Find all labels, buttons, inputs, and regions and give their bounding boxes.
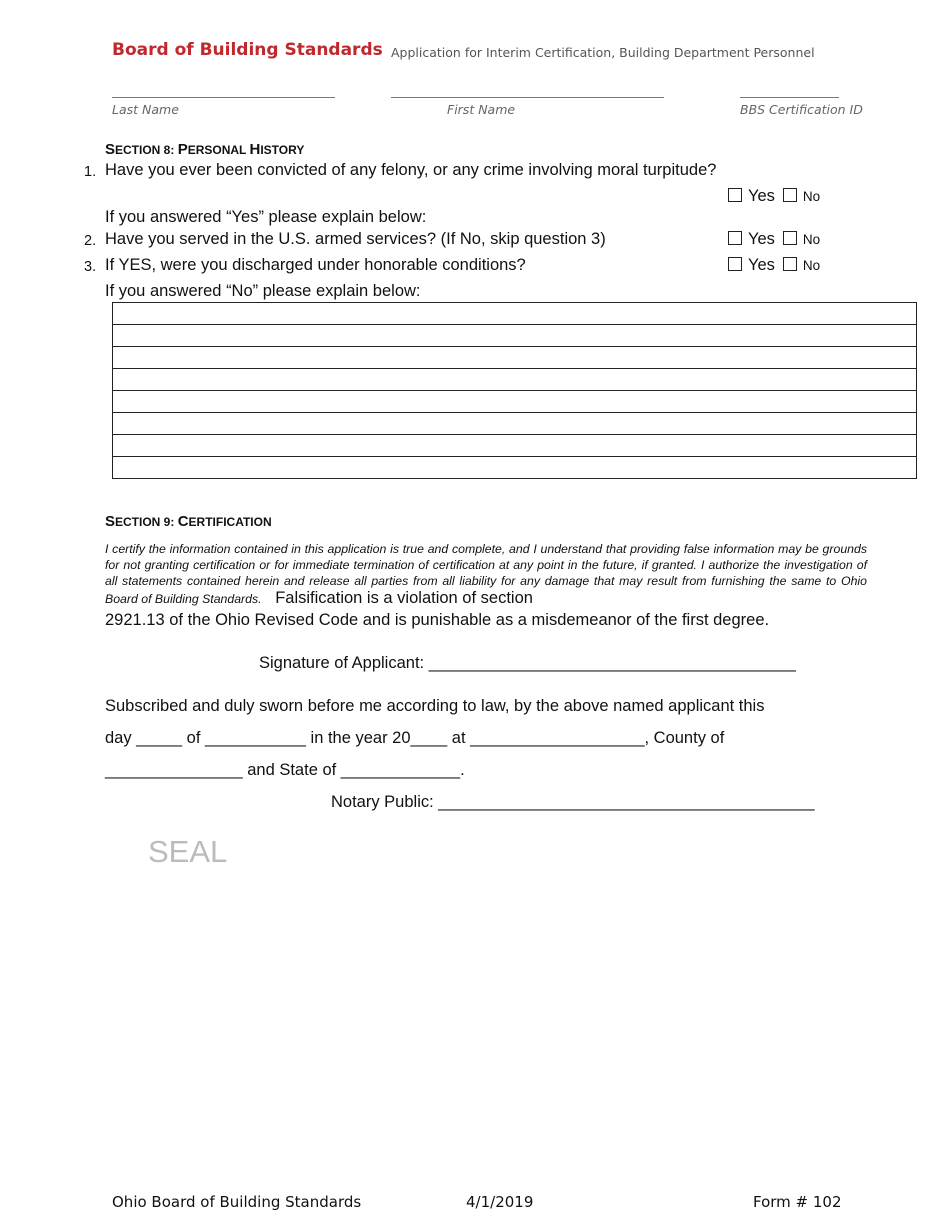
section-8-heading: SECTION 8: PERSONAL HISTORY: [105, 141, 305, 158]
no-label: No: [802, 232, 821, 247]
cert-id-label: BBS Certification ID: [740, 102, 863, 117]
sworn-statement-line-1: Subscribed and duly sworn before me according to law, by the above named applicant this: [105, 697, 765, 715]
falsification-statement: 2921.13 of the Ohio Revised Code and is punishable as a misdemeanor of the first degree.: [105, 611, 770, 629]
footer-form-number: Form # 102: [753, 1193, 842, 1211]
sworn-statement-line-2[interactable]: day _____ of ___________ in the year 20____ at ___________________, County of: [105, 729, 725, 747]
yes-label: Yes: [748, 256, 775, 274]
question-3-number: 3.: [84, 259, 97, 275]
last-name-label: Last Name: [112, 102, 179, 117]
board-name: Board of Building Standards: [112, 40, 383, 60]
question-1-yes-checkbox[interactable]: [728, 188, 742, 202]
question-3-yes-checkbox[interactable]: [728, 257, 742, 271]
explanation-line[interactable]: [113, 369, 917, 391]
signature-line[interactable]: Signature of Applicant: ________________________________________: [259, 654, 796, 672]
cert-id-field[interactable]: [740, 97, 839, 98]
question-2-text: Have you served in the U.S. armed services? (If No, skip question 3): [105, 230, 606, 248]
explanation-line[interactable]: [113, 303, 917, 325]
explanation-line[interactable]: [113, 457, 917, 479]
question-2-no-checkbox[interactable]: [783, 231, 797, 245]
question-1-no-checkbox[interactable]: [783, 188, 797, 202]
first-name-field[interactable]: [391, 97, 664, 98]
explanation-line[interactable]: [113, 325, 917, 347]
footer-org: Ohio Board of Building Standards: [112, 1193, 362, 1211]
sworn-statement-line-3[interactable]: _______________ and State of _____________.: [105, 761, 465, 779]
explanation-line[interactable]: [113, 435, 917, 457]
explanation-line[interactable]: [113, 391, 917, 413]
no-label: No: [802, 189, 821, 204]
seal-placeholder: SEAL: [148, 834, 228, 869]
explain-yes-instruction: If you answered “Yes” please explain below:: [105, 208, 427, 226]
notary-line[interactable]: Notary Public: _________________________________________: [331, 793, 815, 811]
question-1-number: 1.: [84, 164, 97, 180]
yes-label: Yes: [748, 187, 775, 205]
question-3-no-checkbox[interactable]: [783, 257, 797, 271]
explanation-line[interactable]: [113, 413, 917, 435]
explain-no-instruction: If you answered “No” please explain below:: [105, 282, 421, 300]
explanation-line[interactable]: [113, 347, 917, 369]
no-label: No: [802, 258, 821, 273]
question-2-options: [728, 230, 820, 249]
application-title: Application for Interim Certification, Building Department Personnel: [391, 45, 815, 60]
question-1-text: Have you ever been convicted of any felony, or any crime involving moral turpitude?: [105, 161, 717, 179]
first-name-label: First Name: [447, 102, 516, 117]
last-name-field[interactable]: [112, 97, 335, 98]
question-2-yes-checkbox[interactable]: [728, 231, 742, 245]
question-3-text: If YES, were you discharged under honorable conditions?: [105, 256, 526, 274]
yes-label: Yes: [748, 230, 775, 248]
question-3-options: [728, 256, 820, 275]
explanation-table: [112, 302, 917, 479]
certification-statement: I certify the information contained in this application is true and complete, and I understand that providing false information may be grounds for not granting certification or for immediate termination of certification at any point in the future, if granted. I authorize the investigation of all statements contained herein and release all parties from all liability for any damage that may result from furnishing the same to Ohio Board of Building Standards. Falsification is a violation of section: [105, 542, 867, 607]
question-2-number: 2.: [84, 233, 97, 249]
footer-date: 4/1/2019: [466, 1193, 534, 1211]
question-1-options: [728, 187, 820, 206]
section-9-heading: SECTION 9: CERTIFICATION: [105, 513, 272, 530]
